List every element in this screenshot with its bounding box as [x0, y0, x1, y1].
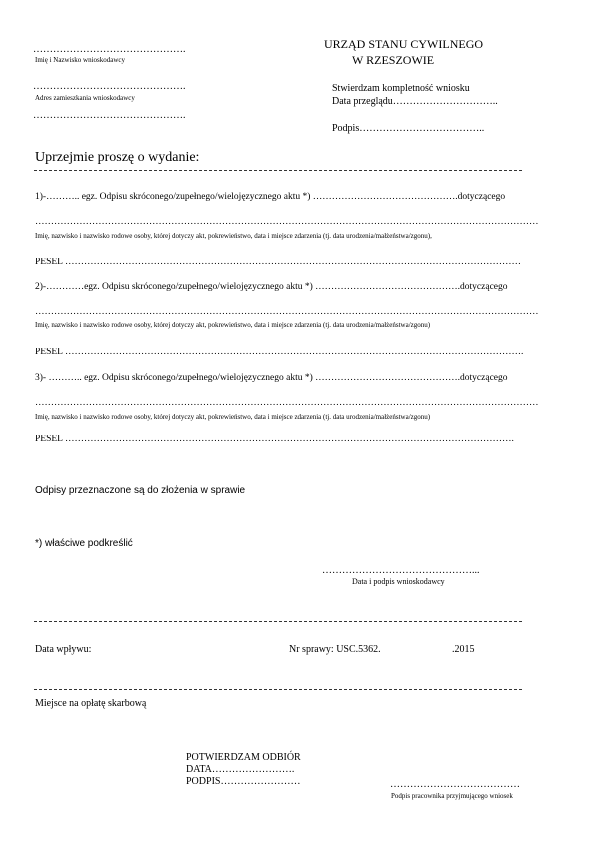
office-title-line2: W RZESZOWIE [352, 53, 435, 67]
applicant-address-field[interactable]: ………………………………………. [33, 81, 186, 92]
divider [34, 621, 522, 622]
collection-title: POTWIERDZAM ODBIÓR [186, 752, 301, 763]
request-item-3-pesel-field[interactable]: PESEL ……………………………………………………………………………………………………………………………. [35, 435, 514, 444]
divider [34, 689, 522, 690]
office-signature-field[interactable]: Podpis……………………………….. [332, 123, 485, 134]
applicant-signature-field[interactable]: ………………………………………... [322, 565, 480, 576]
applicant-address-label: Adres zamieszkania wnioskodawcy [35, 94, 135, 102]
request-item-3-person-field[interactable]: …………………………………………………………………………………………………………………………………………… [35, 399, 539, 408]
applicant-name-label: Imię i Nazwisko wnioskodawcy [35, 56, 126, 64]
office-title-line1: URZĄD STANU CYWILNEGO [324, 37, 484, 51]
clerk-signature-label: Podpis pracownika przyjmującego wniosek [391, 792, 513, 800]
receipt-date-label: Data wpływu: [35, 644, 92, 655]
request-item-2-caption: Imię, nazwisko i nazwisko rodowe osoby, której dotyczy akt, pokrewieństwo, data i miejsce zdarzenia (tj. data urodzenia/małżeństwa/zgonu) [35, 321, 431, 329]
request-item-1-person-field[interactable]: …………………………………………………………………………………………………………………………………………… [35, 218, 539, 227]
clerk-signature-field[interactable]: ………………………………… [390, 779, 520, 790]
collection-signature-field[interactable]: PODPIS…………………… [186, 776, 301, 787]
request-item-1-caption: Imię, nazwisko i nazwisko rodowe osoby, której dotyczy akt, pokrewieństwo, data i miejsce zdarzenia (tj. data urodzenia/małżeństwa/zgonu), [35, 232, 432, 240]
request-item-2-pesel-field[interactable]: PESEL ………………………………………………………………………………………………………………………………. [35, 348, 524, 357]
stamp-duty-area-label: Miejsce na opłatę skarbową [35, 698, 147, 709]
request-item-2-person-field[interactable]: …………………………………………………………………………………………………………………………………………… [35, 308, 539, 317]
applicant-address-field-2[interactable]: ………………………………………. [33, 110, 186, 121]
review-date-field[interactable]: Data przeglądu………………………….. [332, 96, 498, 107]
collection-date-field[interactable]: DATA……………………. [186, 764, 295, 775]
applicant-name-field[interactable]: ………………………………………. [33, 44, 186, 55]
request-item-3-line[interactable]: 3)- ……….. egz. Odpisu skróconego/zupełnego/wielojęzycznego aktu *) ……………………………………….dotyczącego [35, 373, 508, 383]
request-item-1-line[interactable]: 1)-……….. egz. Odpisu skróconego/zupełnego/wielojęzycznego aktu *) ……………………………………….dotyczącego [35, 192, 506, 202]
request-item-2-line[interactable]: 2)-…………egz. Odpisu skróconego/zupełnego/wielojęzycznego aktu *) ……………………………………….dotyczącego [35, 282, 508, 292]
footnote: *) właściwe podkreślić [35, 538, 133, 549]
applicant-signature-label: Data i podpis wnioskodawcy [352, 577, 445, 586]
request-item-3-caption: Imię, nazwisko i nazwisko rodowe osoby, której dotyczy akt, pokrewieństwo, data i miejsce zdarzenia (tj. data urodzenia/małżeństwa/zgonu) [35, 413, 431, 421]
completeness-confirmation: Stwierdzam kompletność wniosku [332, 83, 470, 94]
purpose-statement: Odpisy przeznaczone są do złożenia w sprawie [35, 485, 246, 496]
request-item-1-pesel-field[interactable]: PESEL ……………………………………………………………………………………………………………………………… [35, 258, 521, 267]
case-year: .2015 [452, 644, 475, 655]
case-number: Nr sprawy: USC.5362. [289, 644, 381, 655]
request-heading: Uprzejmie proszę o wydanie: [35, 150, 200, 165]
divider [34, 170, 522, 171]
